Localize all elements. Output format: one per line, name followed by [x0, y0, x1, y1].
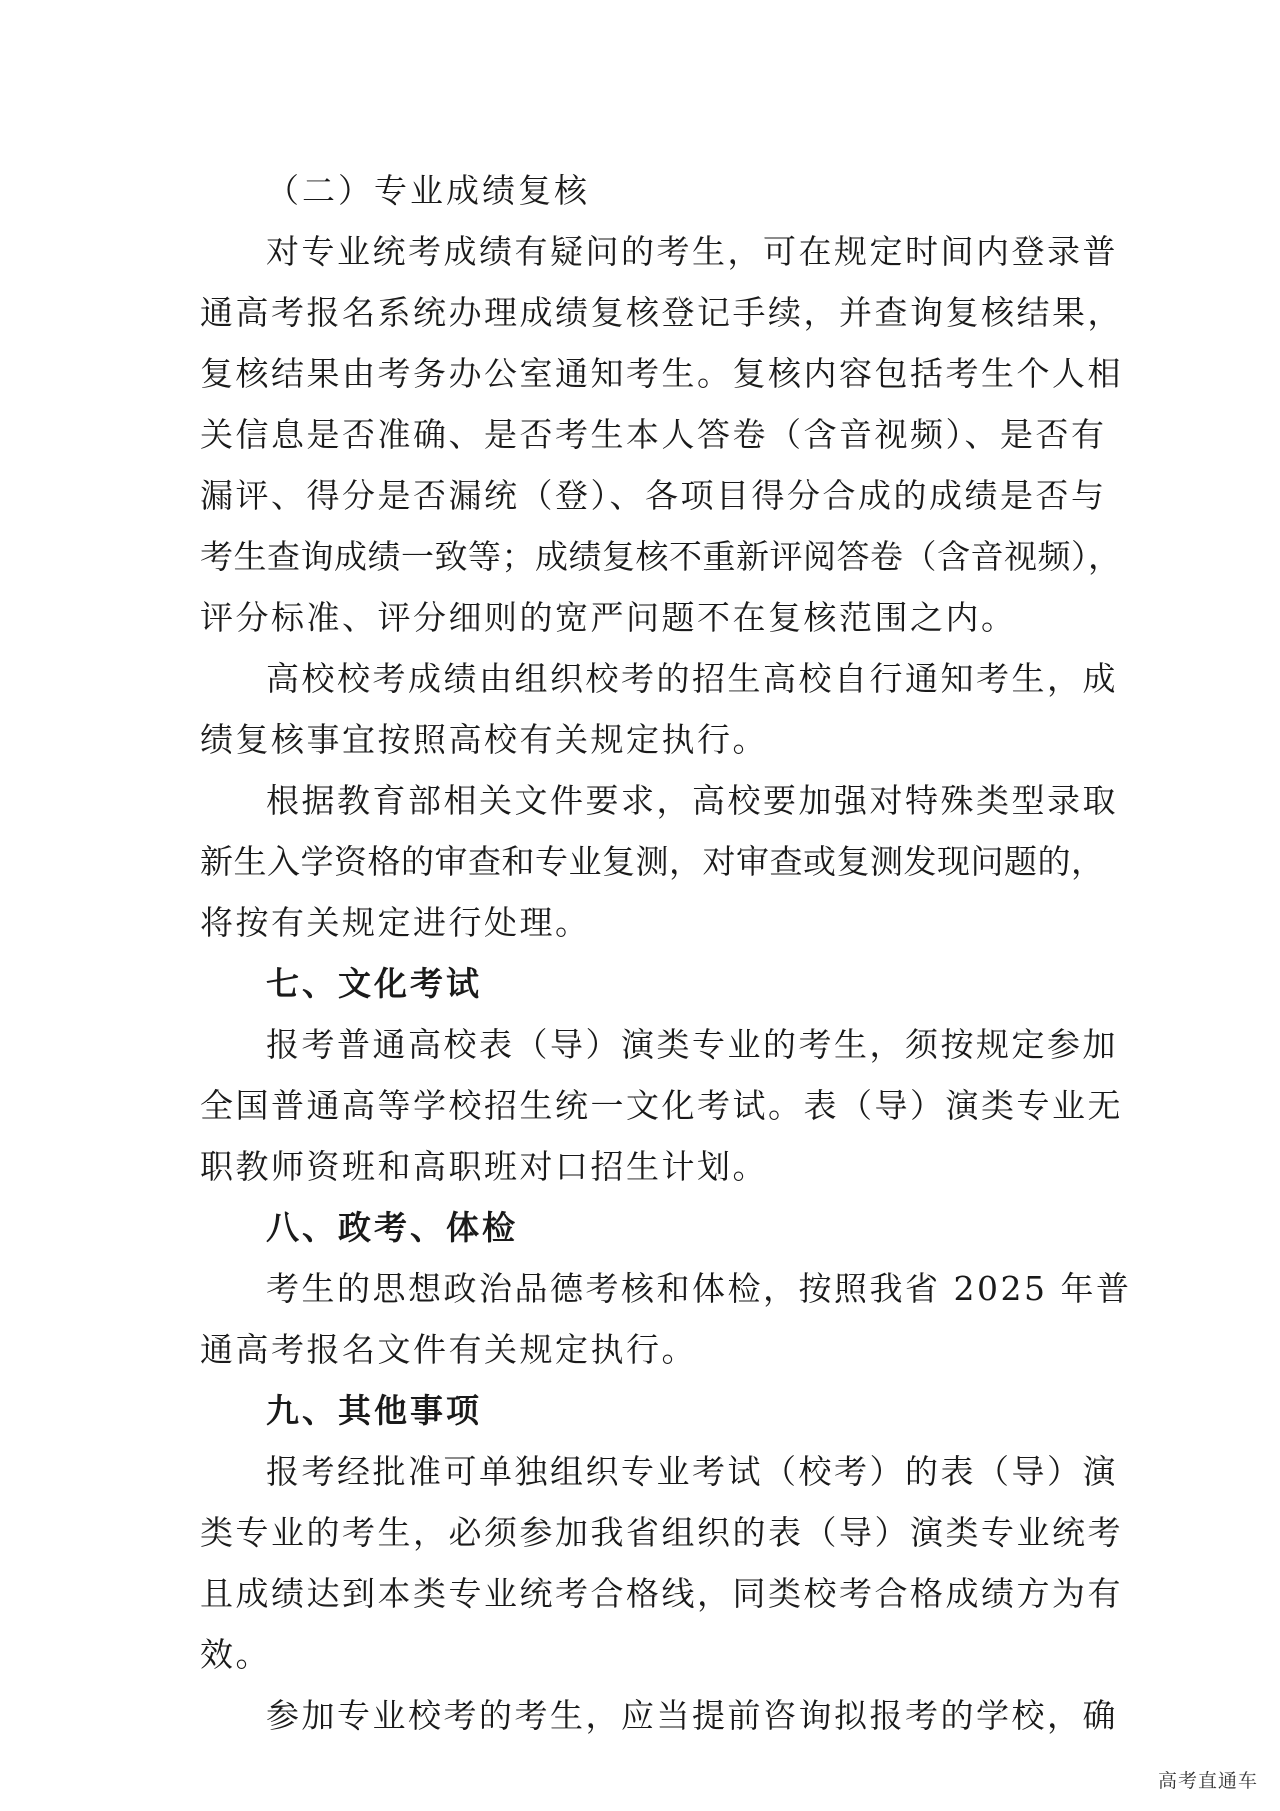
document-page [200, 160, 1132, 1746]
text-line: 复核结果由考务办公室通知考生。复核内容包括考生个人相 [200, 354, 1123, 393]
text-line: 将按有关规定进行处理。 [200, 903, 591, 942]
text-line: 关信息是否准确、是否考生本人答卷（含音视频）、是否有 [200, 415, 1107, 454]
subsection-heading: （二）专业成绩复核 [266, 171, 590, 210]
text-line: 报考普通高校表（导）演类专业的考生，须按规定参加 [266, 1025, 1118, 1064]
text-line: 漏评、得分是否漏统（登）、各项目得分合成的成绩是否与 [200, 476, 1107, 515]
text-line: 且成绩达到本类专业统考合格线，同类校考合格成绩方为有 [200, 1574, 1123, 1613]
text-line: 绩复核事宜按照高校有关规定执行。 [200, 720, 768, 759]
section-heading: 八、政考、体检 [266, 1208, 518, 1247]
section-heading: 九、其他事项 [266, 1391, 482, 1430]
text-line: 考生的思想政治品德考核和体检，按照我省 2025 年普 [266, 1269, 1132, 1308]
text-line: 报考经批准可单独组织专业考试（校考）的表（导）演 [266, 1452, 1118, 1491]
text-line: 新生入学资格的审查和专业复测，对审查或复测发现问题的， [200, 842, 1105, 881]
watermark: 高考直通车 [1157, 1770, 1258, 1792]
section-heading: 七、文化考试 [266, 964, 482, 1003]
text-line: 职教师资班和高职班对口招生计划。 [200, 1147, 768, 1186]
text-line: 考生查询成绩一致等；成绩复核不重新评阅答卷（含音视频）， [200, 537, 1122, 576]
text-line: 效。 [200, 1635, 271, 1674]
text-line: 对专业统考成绩有疑问的考生，可在规定时间内登录普 [266, 232, 1118, 271]
text-line: 评分标准、评分细则的宽严问题不在复核范围之内。 [200, 598, 1017, 637]
text-line: 类专业的考生，必须参加我省组织的表（导）演类专业统考 [200, 1513, 1123, 1552]
text-line: 根据教育部相关文件要求，高校要加强对特殊类型录取 [266, 781, 1118, 820]
text-line: 通高考报名系统办理成绩复核登记手续，并查询复核结果， [200, 293, 1123, 332]
text-line: 通高考报名文件有关规定执行。 [200, 1330, 697, 1369]
text-line: 参加专业校考的考生，应当提前咨询拟报考的学校，确 [266, 1696, 1118, 1735]
text-line: 高校校考成绩由组织校考的招生高校自行通知考生，成 [266, 659, 1118, 698]
text-line: 全国普通高等学校招生统一文化考试。表（导）演类专业无 [200, 1086, 1123, 1125]
